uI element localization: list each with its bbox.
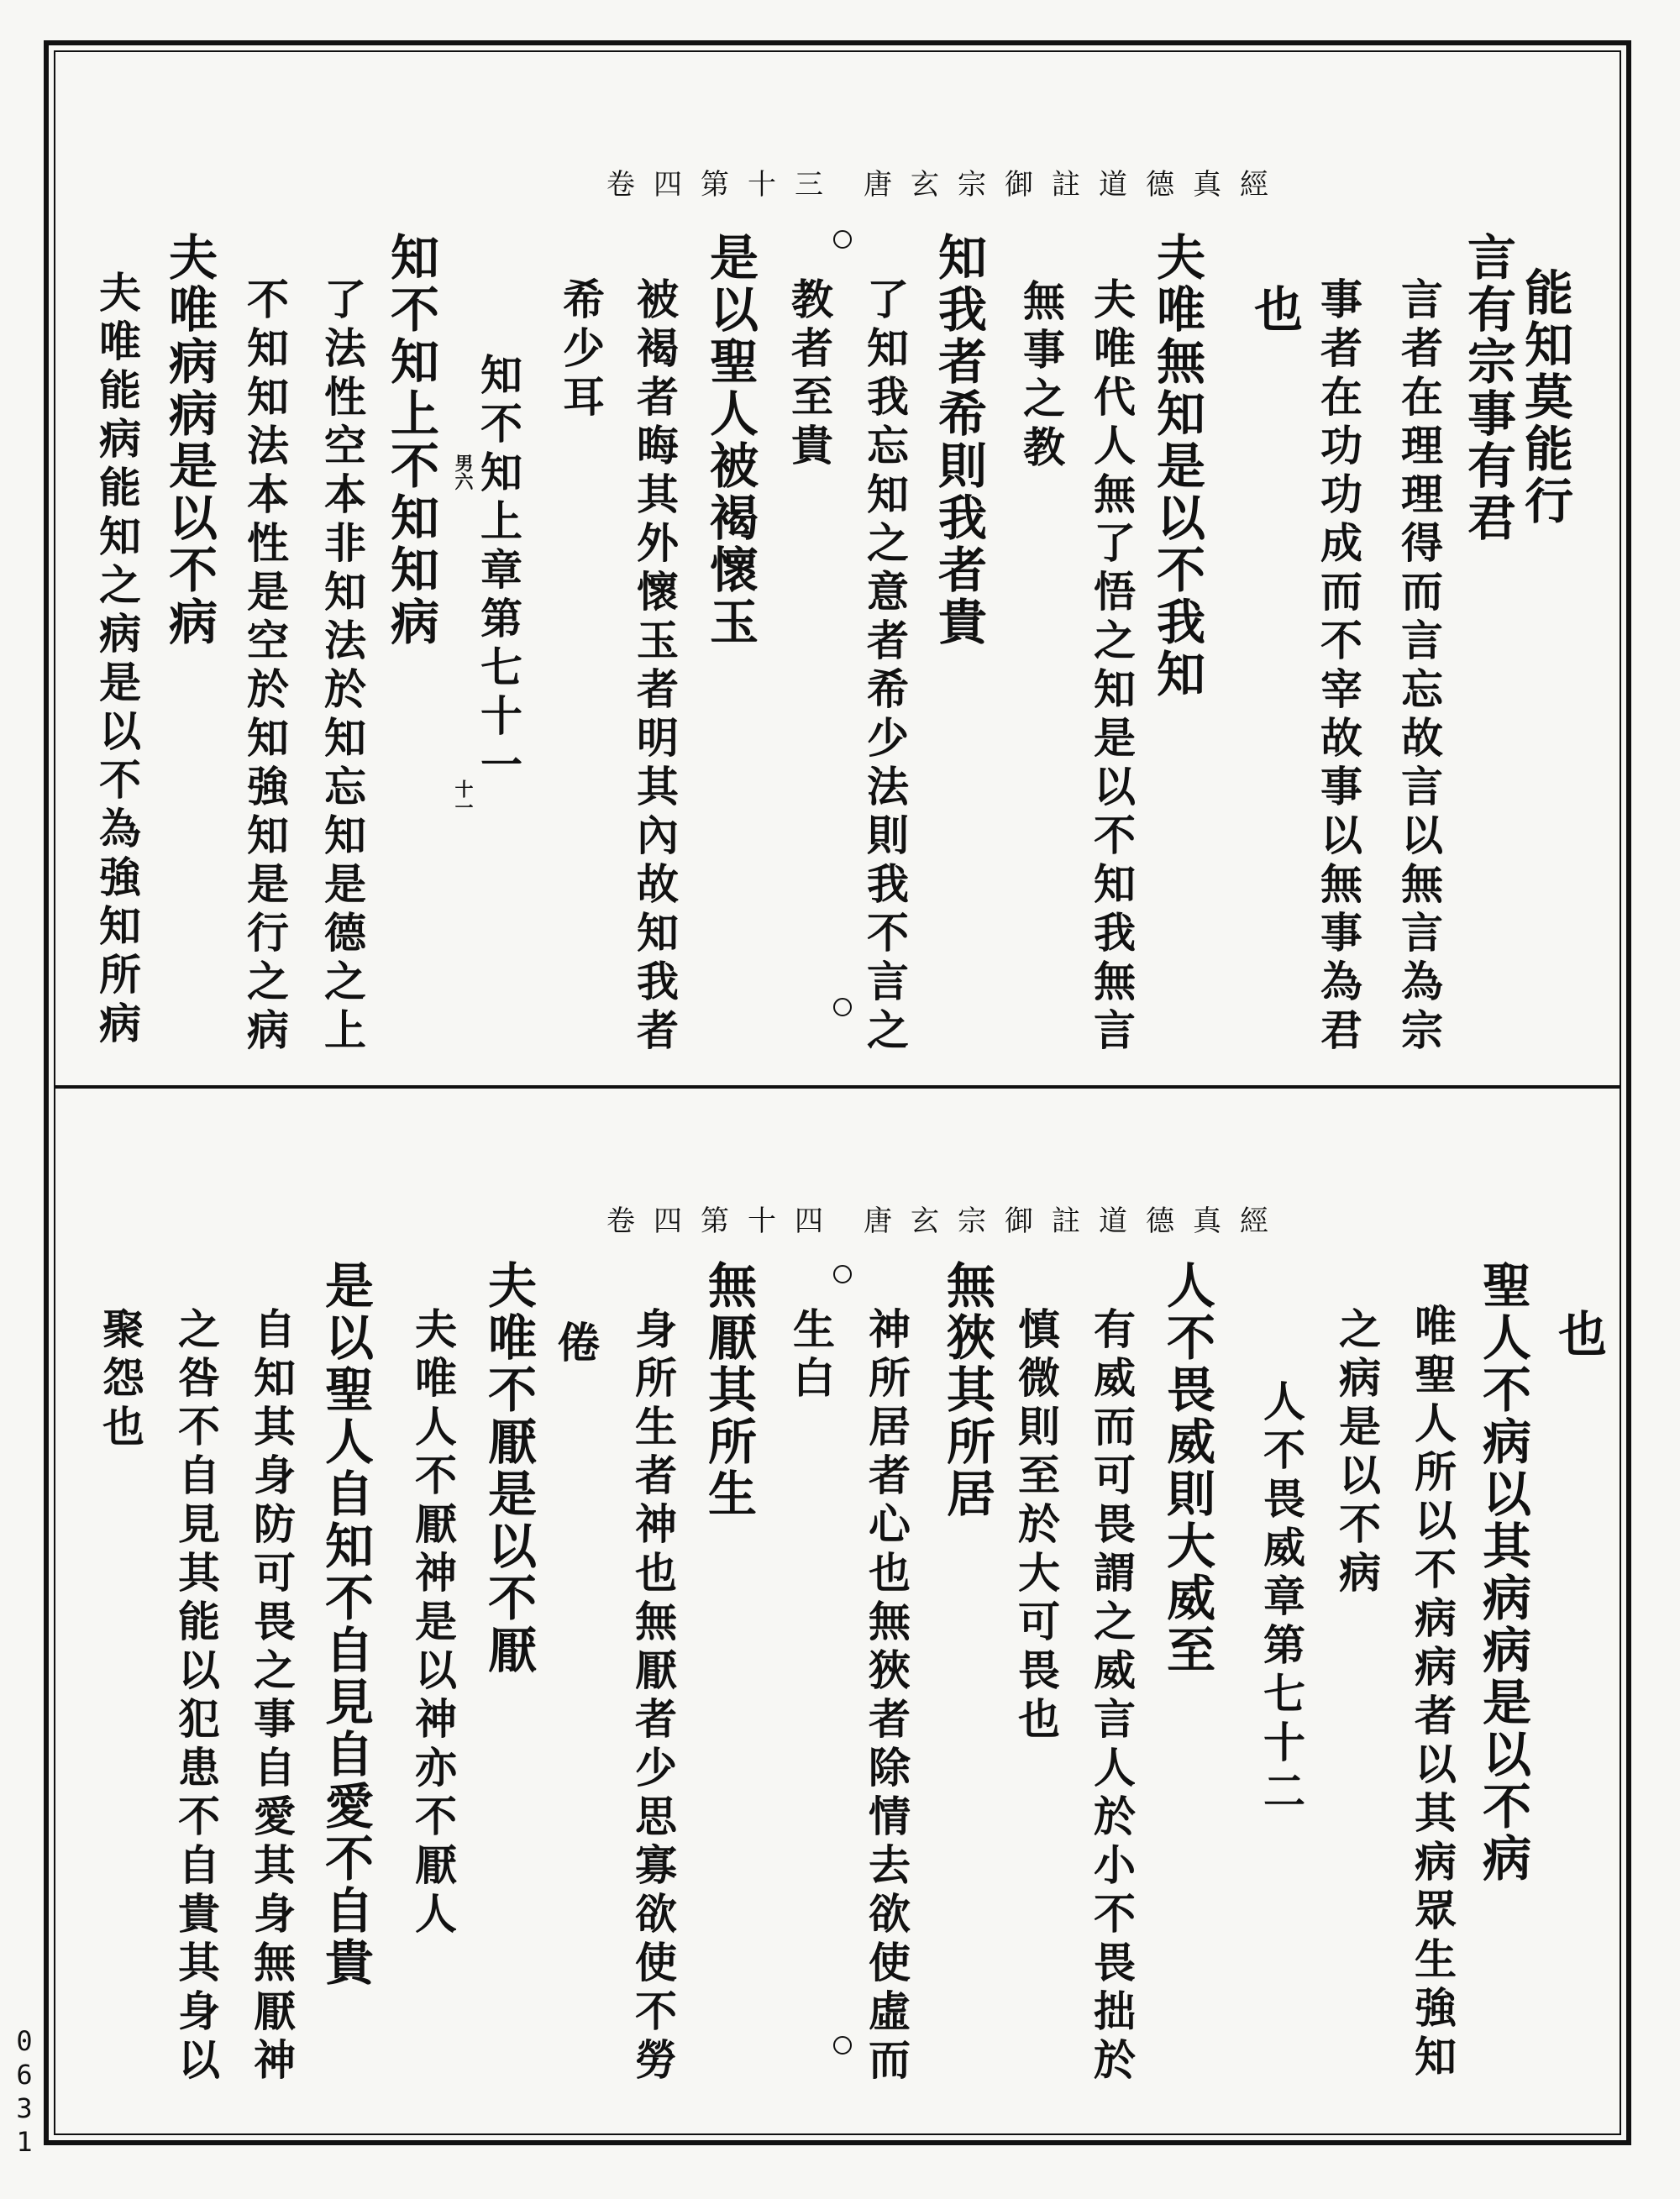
lower-header-section: 卷四第十四 — [606, 1204, 842, 1238]
lower-col-9: 無狹其所居 — [938, 1260, 995, 1520]
upper-small-note-1: 男六 — [452, 454, 474, 491]
lower-col-18: 自知其身防可畏之事自愛其身無厭神 — [247, 1307, 297, 2086]
lower-col-11: 生白 — [786, 1307, 836, 1404]
upper-col-5: 也 — [1246, 284, 1303, 336]
lower-col-17: 是以聖人自知不自見自愛不自貴 — [317, 1260, 374, 1989]
lower-col-2: 聖人不病以其病病是以不病 — [1474, 1260, 1531, 1885]
upper-small-note-2: 十一 — [452, 779, 474, 816]
lower-header-title: 唐玄宗御註道德真經 — [864, 1204, 1287, 1238]
upper-col-20: 夫唯能病能知之病是以不為強知所病 — [92, 270, 142, 1050]
page-divider — [54, 1085, 1621, 1089]
lower-col-8: 慎微則至於大可畏也 — [1011, 1307, 1061, 1745]
lower-col-16: 夫唯人不厭神是以神亦不厭人 — [408, 1307, 458, 1940]
lower-circle-mark-2 — [833, 2036, 852, 2055]
upper-col-9: 知我者希則我者貴 — [930, 232, 987, 648]
upper-col-6: 夫唯無知是以不我知 — [1148, 232, 1205, 701]
upper-col-10: 了知我忘知之意者希少法則我不言之 — [860, 277, 910, 1057]
upper-col-1: 能知莫能行 — [1516, 267, 1573, 527]
lower-chapter-title: 人不畏威章第七十二 — [1257, 1379, 1306, 1818]
upper-col-18: 不知知法本性是空於知強知是行之病 — [240, 277, 290, 1057]
lower-col-20: 聚怨也 — [96, 1307, 145, 1453]
lower-col-10: 神所居者心也無狹者除情去欲使虛而 — [862, 1307, 911, 2086]
lower-col-7: 有威而可畏謂之威言人於小不畏拙於 — [1087, 1307, 1137, 2086]
lower-col-13: 身所生者神也無厭者少思寡欲使不勞 — [628, 1307, 678, 2086]
lower-circle-mark-1 — [833, 1265, 852, 1283]
lower-col-4: 之病是以不病 — [1332, 1307, 1382, 1599]
lower-col-6: 人不畏威則大威至 — [1158, 1260, 1215, 1677]
upper-col-12: 是以聖人被褐懷玉 — [701, 232, 759, 648]
upper-col-16: 知不知上不知知病 — [382, 232, 439, 648]
upper-col-13: 被褐者晦其外懷玉者明其內故知我者 — [630, 277, 680, 1057]
page-number-digit: 6 — [16, 2059, 33, 2091]
page-number-digit: 1 — [16, 2126, 33, 2158]
page-number-digit: 3 — [16, 2092, 33, 2124]
upper-header-section: 卷四第十三 — [606, 168, 842, 202]
upper-circle-mark-1 — [833, 230, 852, 249]
lower-col-14: 倦 — [551, 1320, 601, 1369]
lower-col-12: 無厭其所生 — [700, 1260, 757, 1520]
upper-col-11: 教者至貴 — [785, 277, 834, 472]
lower-col-3: 唯聖人所以不病病者以其病眾生強知 — [1408, 1304, 1457, 2083]
upper-circle-mark-2 — [833, 998, 852, 1016]
upper-col-2: 言有宗事有君 — [1459, 232, 1516, 544]
upper-col-14: 希少耳 — [556, 277, 606, 423]
lower-col-1: 也 — [1550, 1309, 1607, 1361]
upper-col-19: 夫唯病病是以不病 — [160, 232, 218, 648]
upper-col-4: 事者在功功成而不宰故事以無事為君 — [1314, 277, 1363, 1057]
upper-col-17: 了法性空本非知法於知忘知是德之上 — [318, 277, 367, 1057]
upper-header-title: 唐玄宗御註道德真經 — [864, 168, 1287, 202]
upper-col-3: 言者在理理得而言忘故言以無言為宗 — [1394, 277, 1444, 1057]
lower-col-19: 之咎不自見其能以犯患不自貴其身以 — [171, 1307, 221, 2086]
upper-col-7: 夫唯代人無了悟之知是以不知我無言 — [1087, 277, 1137, 1057]
lower-col-15: 夫唯不厭是以不厭 — [480, 1260, 537, 1677]
page-number — [12, 2024, 37, 2159]
upper-col-8: 無事之教 — [1016, 279, 1066, 474]
page-number-digit: 0 — [16, 2025, 33, 2057]
upper-chapter-title: 知不知上章第七十一 — [474, 353, 523, 791]
